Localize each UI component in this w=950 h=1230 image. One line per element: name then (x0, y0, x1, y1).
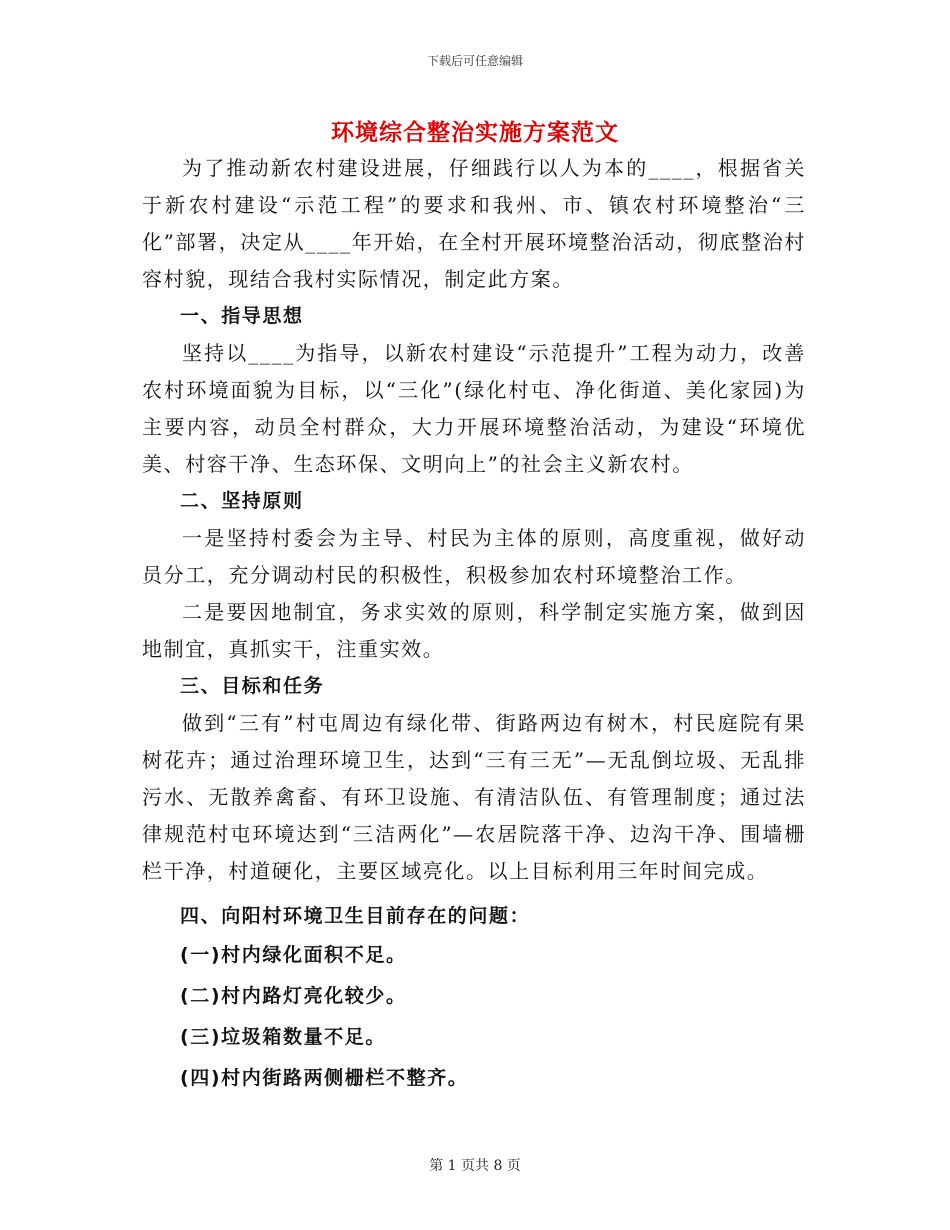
section-heading-problems: 四、向阳村环境卫生目前存在的问题： (180, 905, 531, 927)
problem-item: (四)村内街路两侧栅栏不整齐。 (180, 1067, 469, 1089)
page-number-footer: 第 1 页共 8 页 (429, 1158, 521, 1174)
intro-paragraph: 为了推动新农村建设进展，仔细践行以人为本的____，根据省关于新农村建设“示范工程”的要求和我州、市、镇农村环境整治“三化”部署，决定从____年开始，在全村开展环境整治活动，彻底整治村容村貌，现结合我村实际情况，制定此方案。 (142, 156, 806, 291)
problem-item: (二)村内路灯亮化较少。 (180, 985, 407, 1007)
problem-item: (一)村内绿化面积不足。 (180, 944, 407, 966)
guiding-ideology-paragraph: 坚持以____为指导，以新农村建设“示范提升”工程为动力，改善农村环境面貌为目标，以“三化”(绿化村屯、净化街道、美化家园)为主要内容，动员全村群众，大力开展环境整治活动，为建设“环境优美、村容干净、生态环保、文明向上”的社会主义新农村。 (142, 341, 806, 476)
document-title: 环境综合整治实施方案范文 (331, 119, 619, 146)
section-heading-guiding-ideology: 一、指导思想 (180, 305, 304, 327)
document-body (142, 150, 806, 1099)
principles-paragraph-1: 一是坚持村委会为主导、村民为主体的原则，高度重视，做好动员分工，充分调动村民的积极性，积极参加农村环境整治工作。 (142, 526, 806, 587)
goals-paragraph: 做到“三有”村屯周边有绿化带、街路两边有树木，村民庭院有果树花卉；通过治理环境卫生，达到“三有三无”—无乱倒垃圾、无乱排污水、无散养禽畜、有环卫设施、有清洁队伍、有管理制度；通过法律规范村屯环境达到“三洁两化”—农居院落干净、边沟干净、围墙栅栏干净，村道硬化，主要区域亮化。以上目标利用三年时间完成。 (142, 711, 806, 883)
section-heading-principles: 二、坚持原则 (180, 490, 304, 512)
page-header: 下载后可任意编辑 (426, 54, 523, 68)
problem-item: (三)垃圾箱数量不足。 (180, 1026, 386, 1048)
section-heading-goals: 三、目标和任务 (180, 675, 325, 697)
principles-paragraph-2: 二是要因地制宜，务求实效的原则，科学制定实施方案，做到因地制宜，真抓实干，注重实效。 (142, 600, 806, 661)
